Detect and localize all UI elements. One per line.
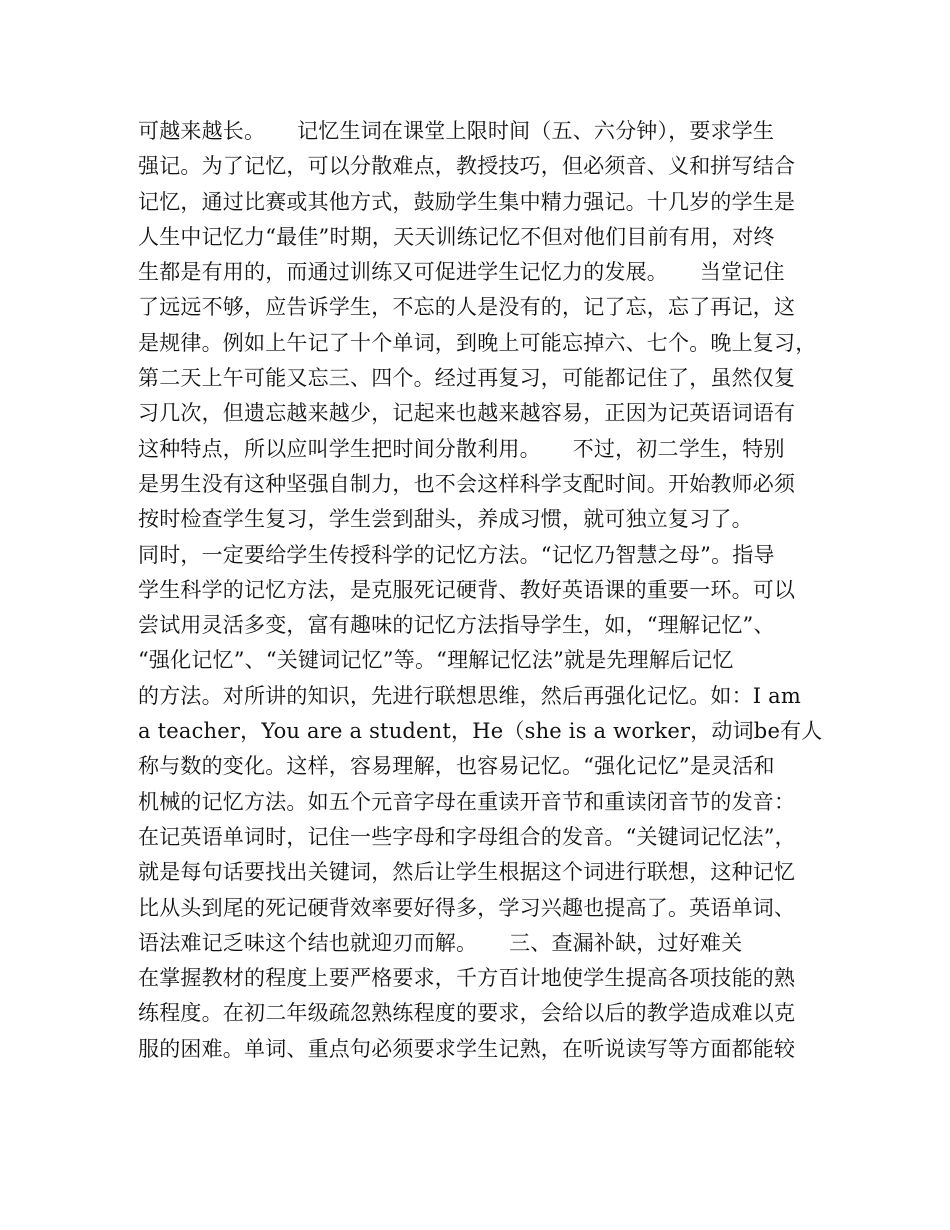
text-line-25: 在掌握教材的程度上要严格要求，千方百计地使学生提高各项技能的熟 [138,966,796,991]
text-line-27: 服的困难。单词、重点句必须要求学生记熟，在听说读写等方面都能较 [138,1036,796,1061]
text-line-11: 是男生没有这种坚强自制力，也不会这样科学支配时间。开始教师必须 [138,471,796,496]
text-line-15: 尝试用灵活多变，富有趣味的记忆方法指导学生，如，“理解记忆”、 [138,613,775,638]
text-line-26: 练程度。在初二年级疏忽熟练程度的要求，会给以后的教学造成难以克 [138,1001,796,1026]
text-line-23: 比从头到尾的死记硬背效率要好得多，学习兴趣也提高了。英语单词、 [138,895,796,920]
text-line-21: 在记英语单词时，记住一些字母和字母组合的发音。“关键词记忆法”， [138,824,796,849]
text-line-9: 习几次，但遗忘越来越少，记起来也越来越容易，正因为记英语词语有 [138,401,796,426]
text-line-7: 是规律。例如上午记了十个单词，到晚上可能忘掉六、七个。晚上复习， [138,330,817,355]
text-line-22: 就是每句话要找出关键词，然后让学生根据这个词进行联想，这种记忆 [138,860,796,885]
text-line-14: 学生科学的记忆方法，是克服死记硬背、教好英语课的重要一环。可以 [138,577,796,602]
text-line-12: 按时检查学生复习，学生尝到甜头，养成习惯，就可独立复习了。 [138,507,753,532]
text-line-13: 同时，一定要给学生传授科学的记忆方法。“记忆乃智慧之母”。指导 [138,542,775,567]
text-line-1: 可越来越长。 记忆生词在课堂上限时间（五、六分钟），要求学生 [138,119,775,143]
text-line-8: 第二天上午可能又忘三、四个。经过再复习，可能都记住了，虽然仅复 [138,366,796,391]
text-line-10: 这种特点，所以应叫学生把时间分散利用。 不过，初二学生，特别 [138,436,785,461]
text-line-18: a teacher，You are a student，He（she is a worker，动词be有人 [138,719,823,744]
text-line-24: 语法难记乏味这个结也就迎刃而解。 三、查漏补缺，过好难关 [138,930,743,955]
text-line-16: “强化记忆”、“关键词记忆”等。“理解记忆法”就是先理解后记忆 [138,648,734,673]
body-text [138,114,828,1067]
text-line-17: 的方法。对所讲的知识，先进行联想思维，然后再强化记忆。如：I am [138,683,802,708]
text-line-4: 人生中记忆力“最佳”时期，天天训练记忆不但对他们目前有用，对终 [138,224,775,249]
text-line-3: 记忆，通过比赛或其他方式，鼓励学生集中精力强记。十几岁的学生是 [138,189,796,214]
text-line-5: 生都是有用的，而通过训练又可促进学生记忆力的发展。 当堂记住 [138,260,785,285]
text-line-20: 机械的记忆方法。如五个元音字母在重读开音节和重读闭音节的发音： [138,789,796,814]
text-line-6: 了远远不够，应告诉学生，不忘的人是没有的，记了忘，忘了再记，这 [138,295,796,320]
text-line-19: 称与数的变化。这样，容易理解，也容易记忆。“强化记忆”是灵活和 [138,754,775,779]
text-line-2: 强记。为了记忆，可以分散难点，教授技巧，但必须音、义和拼写结合 [138,154,796,179]
